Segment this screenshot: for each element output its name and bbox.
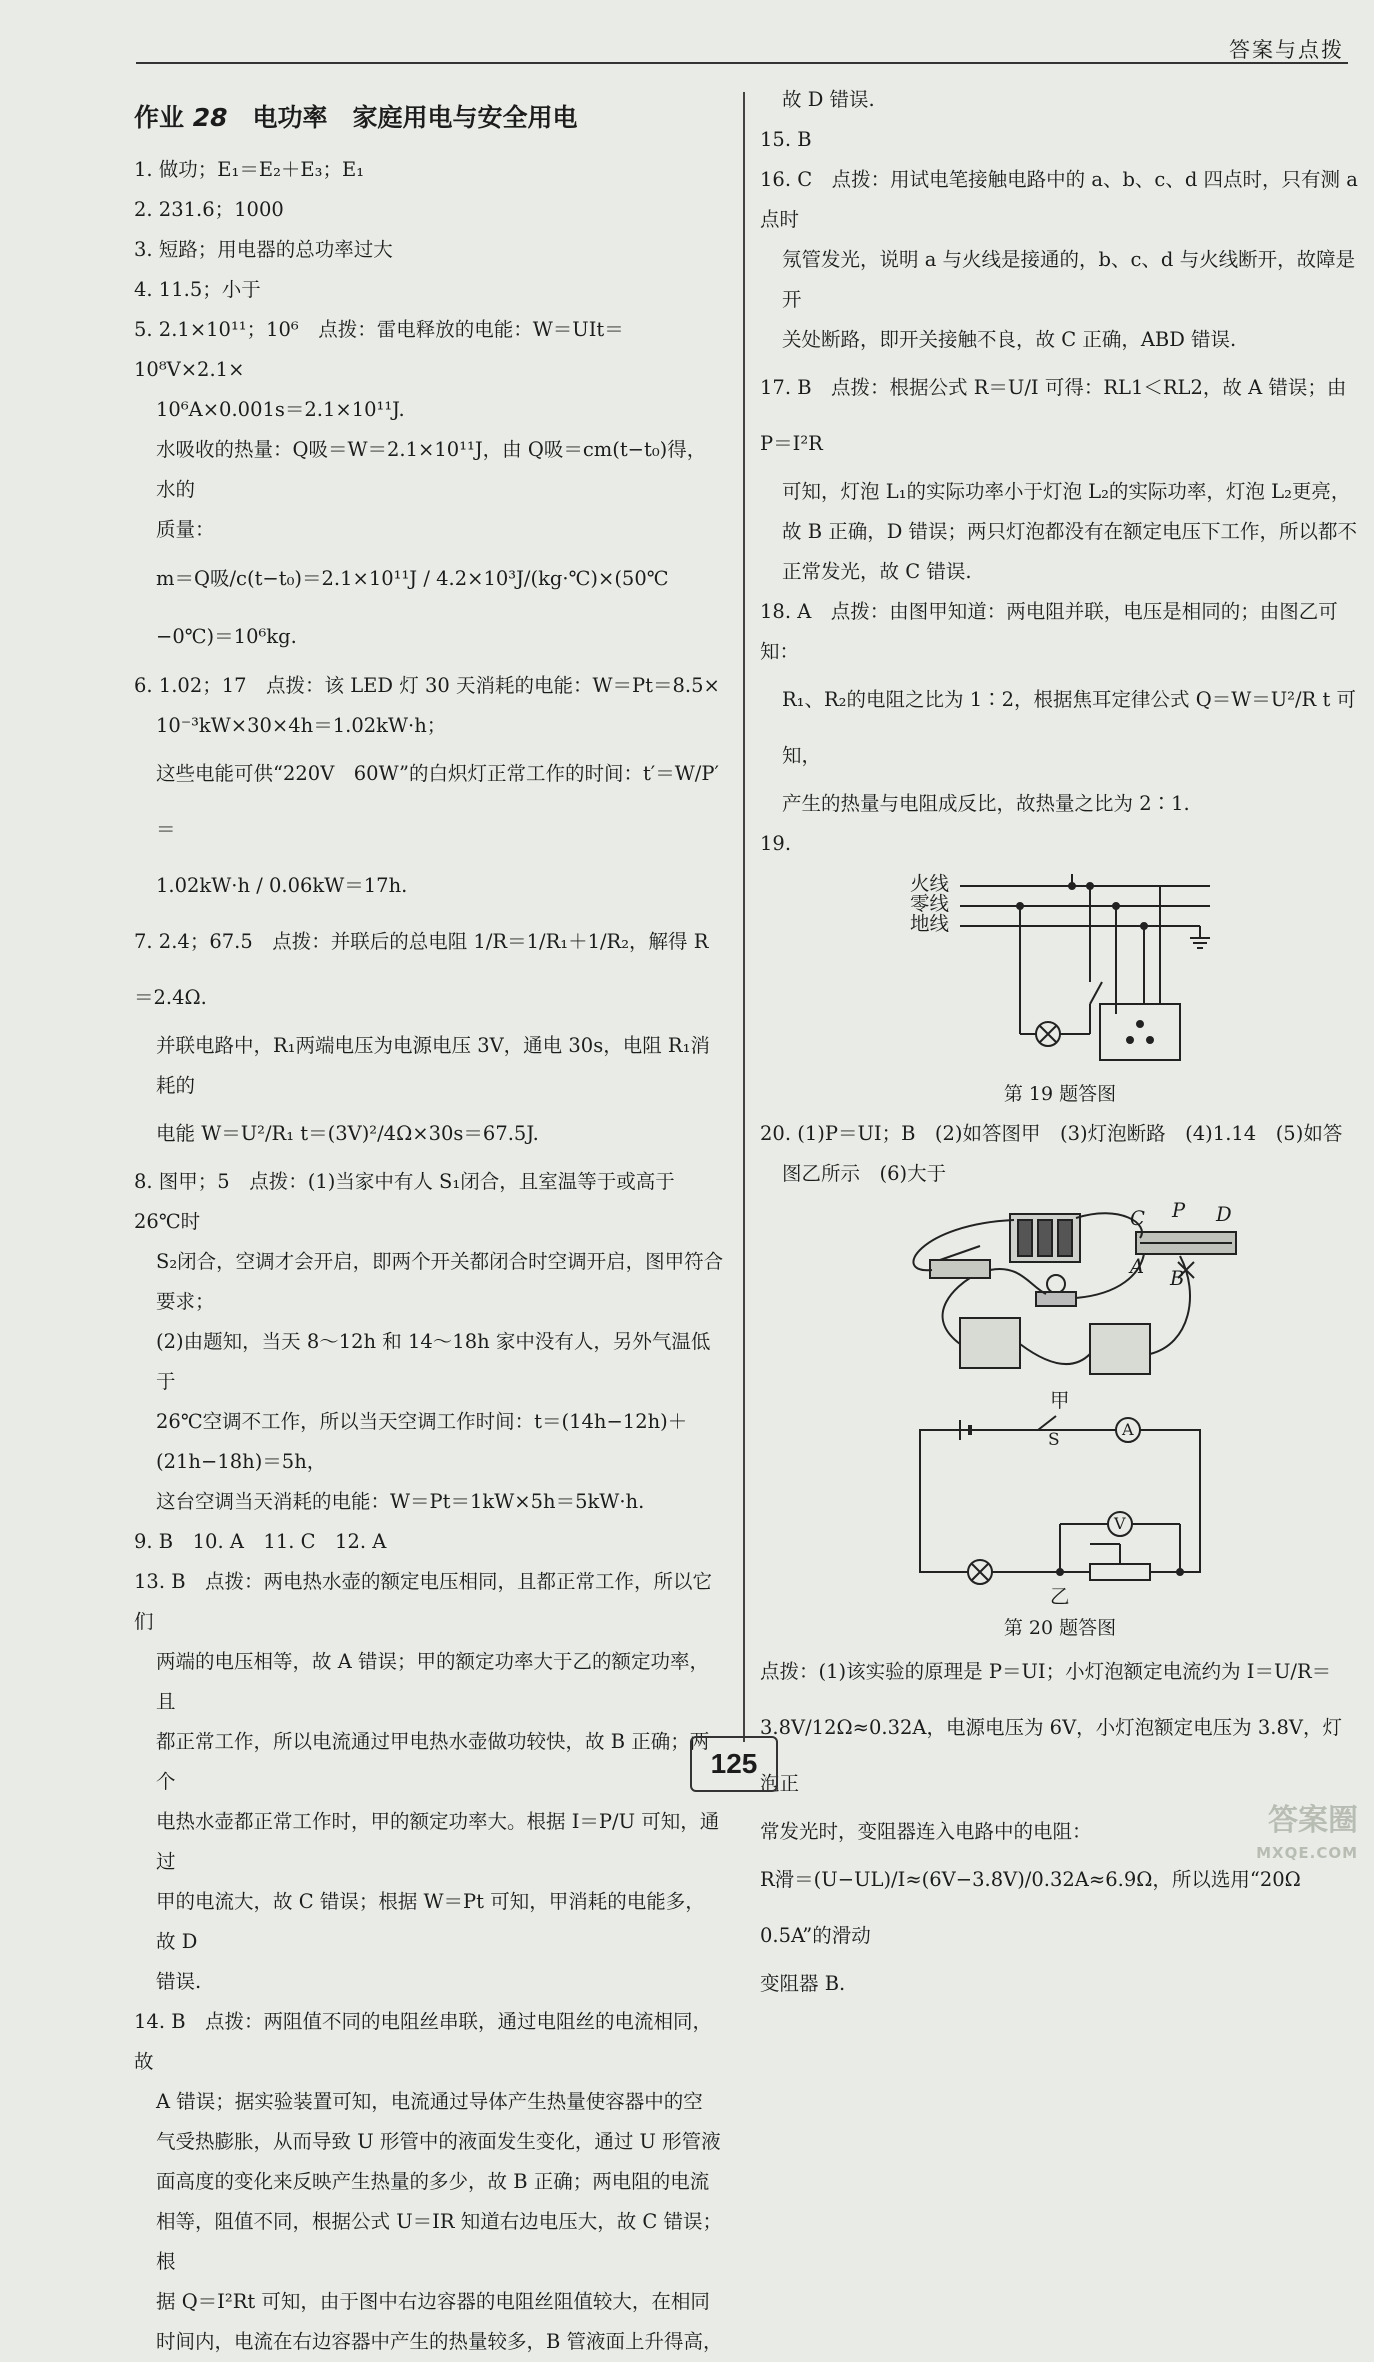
figure-label-jia: 甲 (1050, 1389, 1070, 1412)
answer-line: 水吸收的热量：Q吸＝W＝2.1×10¹¹J，由 Q吸＝cm(t−t₀)得，水的 (156, 438, 707, 501)
answer-line: 相等，阻值不同，根据公式 U＝IR 知道右边电压大，故 C 错误；根 (156, 2210, 723, 2273)
answer-line: 18. A 点拨：由图甲知道：两电阻并联，电压是相同的；由图乙可知： (760, 600, 1338, 663)
answer-line: 故 D 错误. (782, 88, 875, 111)
figure-20 (760, 1194, 1360, 1644)
rheostat-label-p: P (1172, 1199, 1186, 1222)
formula-line: m＝Q吸/c(t−t₀)＝2.1×10¹¹J / 4.2×10³J/(kg·℃)×(50℃−0℃)＝10⁶kg. (156, 567, 669, 648)
answer-line: 要求； (156, 1290, 215, 1313)
answer-line: A 错误；据实验装置可知，电流通过导体产生热量使容器中的空 (156, 2090, 703, 2113)
rheostat-label-c: C (1130, 1207, 1145, 1230)
header-rule (136, 62, 1348, 64)
terminal-label-b: B (1170, 1267, 1185, 1290)
formula-line: 电能 W＝U²/R₁ t＝(3V)²/4Ω×30s＝67.5J. (156, 1122, 539, 1145)
answer-line: 可知，灯泡 L₁的实际功率小于灯泡 L₂的实际功率，灯泡 L₂更亮， (782, 480, 1351, 503)
switch-label: S (1048, 1430, 1060, 1450)
answer-line: 两端的电压相等，故 A 错误；甲的额定功率大于乙的额定功率，且 (156, 1650, 709, 1713)
answer-line: 2. 231.6；1000 (134, 198, 284, 221)
voltmeter-symbol: V (1114, 1514, 1126, 1533)
answer-line: 16. C 点拨：用试电笔接触电路中的 a、b、c、d 四点时，只有测 a 点时 (760, 168, 1358, 231)
answer-line: 8. 图甲；5 点拨：(1)当家中有人 S₁闭合，且室温等于或高于 26℃时 (134, 1170, 675, 1233)
answer-line: 这台空调当天消耗的电能：W＝Pt＝1kW×5h＝5kW·h. (156, 1490, 645, 1513)
answer-line: 面高度的变化来反映产生热量的多少，故 B 正确；两电阻的电流 (156, 2170, 710, 2193)
figure-19-caption: 第 19 题答图 (1003, 1083, 1117, 1105)
answer-line: (21h−18h)＝5h， (156, 1450, 327, 1473)
formula-line: 1.02kW·h / 0.06kW＝17h. (156, 874, 408, 897)
answer-line: 电热水壶都正常工作时，甲的额定功率大。根据 I＝P/U 可知，通过 (156, 1810, 720, 1873)
answer-line: 产生的热量与电阻成反比，故热量之比为 2∶1. (782, 792, 1190, 815)
answer-line: 错误. (156, 1970, 202, 1993)
answer-line: 14. B 点拨：两阻值不同的电阻丝串联，通过电阻丝的电流相同，故 (134, 2010, 713, 2073)
answer-line: 5. 2.1×10¹¹；10⁶ 点拨：雷电释放的电能：W＝UIt＝10⁸V×2.1× (134, 318, 624, 381)
answer-line: 6. 1.02；17 点拨：该 LED 灯 30 天消耗的电能：W＝Pt＝8.5× (134, 674, 720, 697)
household-circuit-diagram (760, 864, 1360, 1074)
answer-line: R滑＝(U−UL)/I≈(6V−3.8V)/0.32A≈6.9Ω，所以选用“20Ω 0.5A”的滑动 (760, 1868, 1321, 1947)
answer-line: 质量： (156, 518, 215, 541)
ammeter-symbol: A (1122, 1420, 1134, 1439)
answer-line: 变阻器 B. (760, 1972, 846, 1995)
page-number: 125 (690, 1736, 778, 1792)
rheostat-label-d: D (1216, 1203, 1232, 1226)
answer-line: 据 Q＝I²Rt 可知，由于图中右边容器的电阻丝阻值较大，在相同 (156, 2290, 710, 2313)
answer-line: 这些电能可供“220V 60W”的白炽灯正常工作的时间：t′＝W/P′＝ (156, 762, 719, 841)
figure-19 (760, 864, 1360, 1114)
answer-line: 1. 做功；E₁＝E₂＋E₃；E₁ (134, 158, 365, 181)
answer-line: 氖管发光，说明 a 与火线是接通的，b、c、d 与火线断开，故障是开 (782, 248, 1356, 311)
section-title: 作业 28 电功率 家庭用电与安全用电 (134, 103, 578, 132)
answer-line: 26℃空调不工作，所以当天空调工作时间：t＝(14h−12h)＋ (156, 1410, 688, 1433)
answer-line: 4. 11.5；小于 (134, 278, 261, 301)
figure-label-yi: 乙 (1050, 1585, 1070, 1608)
live-wire-label: 火线 (910, 872, 950, 895)
answer-line: 时间内，电流在右边容器中产生的热量较多，B 管液面上升得高， (156, 2330, 723, 2353)
answer-line: 9. B 10. A 11. C 12. A (134, 1530, 387, 1553)
terminal-label-a: A (1130, 1255, 1145, 1278)
answer-line: 并联电路中，R₁两端电压为电源电压 3V，通电 30s，电阻 R₁消耗的 (156, 1034, 710, 1097)
answer-line: 故 B 正确，D 错误；两只灯泡都没有在额定电压下工作，所以都不 (782, 520, 1358, 543)
answer-line: (2)由题知，当天 8～12h 和 14～18h 家中没有人，另外气温低于 (156, 1330, 711, 1393)
answer-line: 气受热膨胀，从而导致 U 形管中的液面发生变化，通过 U 形管液 (156, 2130, 721, 2153)
watermark-logo: 答案圈 MXQE.COM (1256, 1803, 1358, 1862)
answer-line: 3.8V/12Ω≈0.32A，电源电压为 6V，小灯泡额定电压为 3.8V，灯泡正 (760, 1716, 1342, 1795)
answer-line: 15. B (760, 128, 812, 151)
answer-line: 7. 2.4；67.5 点拨：并联后的总电阻 1/R＝1/R₁＋1/R₂，解得 R＝2.4Ω. (134, 930, 709, 1009)
page: 答案与点拨 作业 28 电功率 家庭用电与安全用电 1. 做功；E₁＝E₂＋E₃；E₁ 2. 231.6；1000 3. 短路；用电器的总功率过大 4. 11.5；小于 5. 2.1×10¹¹；10⁶ 点拨：雷电释放的电能：W＝UIt＝10⁸V×2.1× 10⁶A×0.001s＝2.1×10¹¹J. 水吸收的热量：Q吸＝W＝2.1×10¹¹J，由 Q吸＝cm(t−t₀)得，水的 质量： m＝Q吸/c(t−t₀)＝2.1×10¹¹J / 4.2×10³J/(kg·℃)×(50℃−0℃)＝10⁶kg. 6. 1.02；17 点拨：该 LED 灯 30 天消耗的电能：W＝Pt＝8.5× 10⁻³kW×30×4h＝1.02kW·h； 这些电能可供“220V 60W”的白炽灯正常工作的时间：t′＝W/P′＝ 1.02kW·h / 0.06kW＝17h. 7. 2.4；67.5 点拨：并联后的总电阻 1/R＝1/R₁＋1/R₂，解得 R＝2.4Ω. 并联电路中，R₁两端电压为电源电压 3V，通电 30s，电阻 R₁消耗的 电能 W＝U²/R₁ t＝(3V)²/4Ω×30s＝67.5J. 8. 图甲；5 点拨：(1)当家中有人 S₁闭合，且室温等于或高于 26℃时 S₂闭合，空调才会开启，即两个开关都闭合时空调开启，图甲符合 要求； (2)由题知，当天 8～12h 和 14～18h 家中没有人，另外气温低于 26℃空调不工作，所以当天空调工作时间：t＝(14h−12h)＋ (21h−18h)＝5h， 这台空调当天消耗的电能：W＝Pt＝1kW×5h＝5kW·h. 9. B 10. A 11. C 12. A 13. B 点拨：两电热水壶的额定电压相同，且都正常工作，所以它们 两端的电压相等，故 A 错误；甲的额定功率大于乙的额定功率，且 都正常工作，所以电流通过甲电热水壶做功较快，故 B 正确；两个 电热水壶都正常工作时，甲的额定功率大。根据 I＝P/U 可知，通过 甲的电流大，故 C 错误；根据 W＝Pt 可知，甲消耗的电能多，故 D 错误. 14. B 点拨：两阻值不同的电阻丝串联，通过电阻丝的电流相同，故 A 错误；据实验装置可知，电流通过导体产生热量使容器中的空 气受热膨胀，从而导致 U 形管中的液面发生变化，通过 U 形管液 面高度的变化来反映产生热量的多少，故 B 正确；两电阻的电流 相等，阻值不同，根据公式 U＝IR 知道右边电压大，故 C 错误；根 据 Q＝I²Rt 可知，由于图中右边容器的电阻丝阻值较大，在相同 时间内，电流在右边容器中产生的热量较多，B 管液面上升得高， 故 D 错误. 15. B 16. C 点拨：用试电笔接触电路中的 a、b、c、d 四点时，只有测 a 点时 氖管发光，说明 a 与火线是接通的，b、c、d 与火线断开，故障是开 关处断路，即开关接触不良，故 C 正确，ABD 错误. 17. B 点拨：根据公式 R＝U/I 可得：RL1＜RL2，故 A 错误；由 P＝I²R 可知，灯泡 L₁的实际功率小于灯泡 L₂的实际功率，灯泡 L₂更亮， 故 B 正确，D 错误；两只灯泡都没有在额定电压下工作，所以都不 正常发光，故 C 错误. 18. A 点拨：由图甲知道：两电阻并联，电压是相同的；由图乙可知： R₁、R₂的电阻之比为 1∶2，根据焦耳定律公式 Q＝W＝U²/R t 可知， 产生的热量与电阻成反比，故热量之比为 2∶1. 19. 火线 零线 地线 第 19 题答图 20. (1)P＝UI；B (2)如答图甲 (3)灯泡断路 (4)1.14 (5)如答 图乙所示 (6)大于 S A V C P D A B 甲 乙 第 20 题答图 点拨：(1)该实验的原理是 P＝UI；小灯泡额定电流约为 I＝U/R＝ 3.8V/12Ω≈0.32A，电源电压为 6V，小灯泡额定电压为 3.8V，灯泡正 常发光时，变阻器连入电路中的电阻： R滑＝(U−UL)/I≈(6V−3.8V)/0.32A≈6.9Ω，所以选用“20Ω 0.5A”的滑动 变阻器 B. 125 答案圈 MXQE.COM (0, 0, 1374, 1875)
answer-line: 10⁻³kW×30×4h＝1.02kW·h； (156, 714, 447, 737)
answer-line: 17. B 点拨：根据公式 R＝U/I 可得：RL1＜RL2，故 A 错误；由 P＝I²R (760, 376, 1347, 455)
answer-line: 甲的电流大，故 C 错误；根据 W＝Pt 可知，甲消耗的电能多，故 D (156, 1890, 705, 1953)
left-column (134, 96, 724, 2362)
right-column (760, 80, 1360, 2004)
answer-line: R₁、R₂的电阻之比为 1∶2，根据焦耳定律公式 Q＝W＝U²/R t 可知， (782, 688, 1356, 767)
answer-line: S₂闭合，空调才会开启，即两个开关都闭合时空调开启，图甲符合 (156, 1250, 724, 1273)
answer-line: 正常发光，故 C 错误. (782, 560, 972, 583)
question-number-19: 19. (760, 832, 792, 855)
answer-line: 10⁶A×0.001s＝2.1×10¹¹J. (156, 398, 405, 421)
answer-line: 常发光时，变阻器连入电路中的电阻： (760, 1820, 1092, 1843)
answer-line: 点拨：(1)该实验的原理是 P＝UI；小灯泡额定电流约为 I＝U/R＝ (760, 1660, 1332, 1683)
answer-line: 都正常工作，所以电流通过甲电热水壶做功较快，故 B 正确；两个 (156, 1730, 710, 1793)
figure-20-caption: 第 20 题答图 (1003, 1617, 1117, 1639)
answer-line: 关处断路，即开关接触不良，故 C 正确，ABD 错误. (782, 328, 1237, 351)
answer-line: 13. B 点拨：两电热水壶的额定电压相同，且都正常工作，所以它们 (134, 1570, 713, 1633)
column-divider (743, 92, 745, 1742)
answer-line: 图乙所示 (6)大于 (782, 1162, 947, 1185)
answer-line: 20. (1)P＝UI；B (2)如答图甲 (3)灯泡断路 (4)1.14 (5)如答 (760, 1122, 1343, 1145)
neutral-wire-label: 零线 (910, 892, 950, 915)
ground-wire-label: 地线 (910, 912, 950, 935)
answer-line: 3. 短路；用电器的总功率过大 (134, 238, 393, 261)
